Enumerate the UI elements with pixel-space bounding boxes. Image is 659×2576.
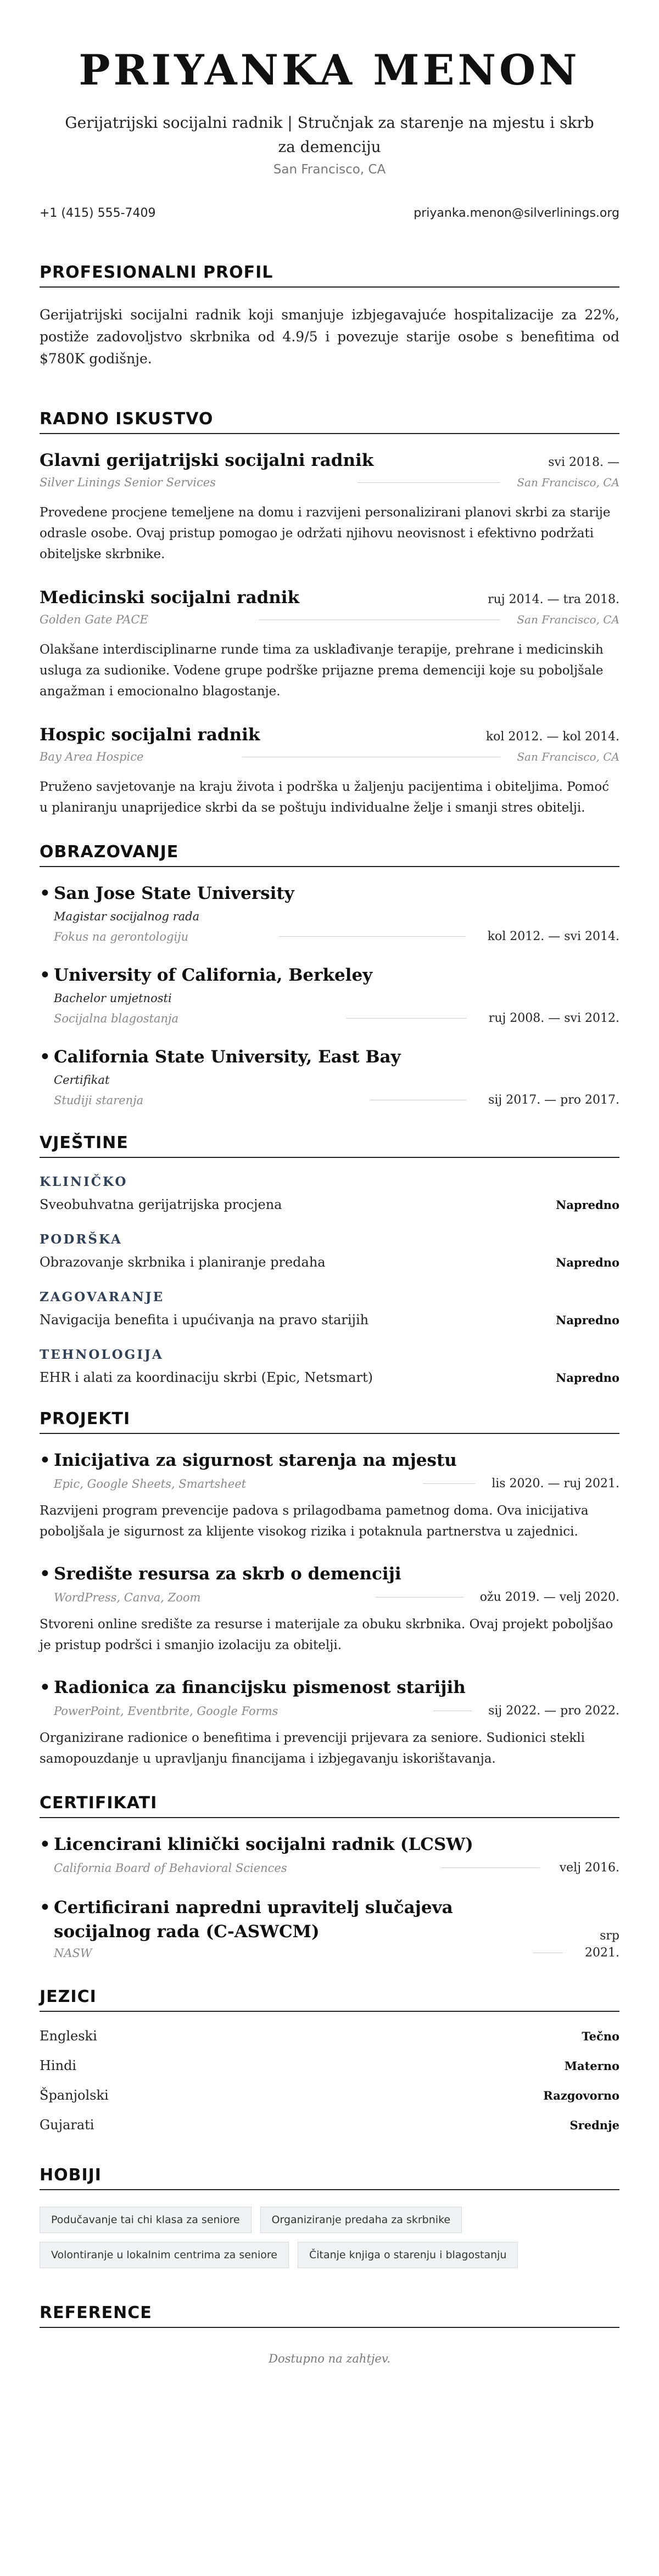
- skill-category: TEHNOLOGIJA: [40, 1347, 164, 1362]
- language-level: Srednje: [569, 2118, 619, 2132]
- school-name: California State University, East Bay: [54, 1047, 401, 1067]
- bullet-icon: •: [40, 1898, 51, 1917]
- project-entry: [40, 1564, 619, 1656]
- references-section: [40, 2303, 619, 2365]
- project-dates: sij 2022. — pro 2022.: [488, 1704, 619, 1718]
- skill-level: Napredno: [556, 1313, 619, 1327]
- section-title: RADNO ISKUSTVO: [40, 409, 619, 434]
- hobby-chip: Čitanje knjiga o starenju i blagostanju: [298, 2242, 518, 2268]
- project-name: Radionica za financijsku pismenost starijih: [54, 1678, 466, 1697]
- candidate-subtitle: Gerijatrijski socijalni radnik | Stručnjak za starenje na mjestu i skrb za demenciju: [65, 114, 594, 156]
- job-location: San Francisco, CA: [517, 750, 619, 763]
- school-name: University of California, Berkeley: [54, 965, 373, 985]
- degree: Magistar socijalnog rada: [54, 910, 200, 923]
- hobby-chip: Organiziranje predaha za skrbnike: [260, 2207, 462, 2233]
- bullet-icon: •: [40, 965, 51, 985]
- job-description: Pruženo savjetovanje na kraju života i podrška u žaljenju pacijentima i obiteljima. Pomoć u planiranju unaprijedice skrbi da se poštuju individualne želje i smanji stres obitelji.: [40, 780, 610, 815]
- hobbies-section: [40, 2166, 619, 2268]
- education-entry: [40, 965, 619, 1025]
- profile-section: [40, 263, 619, 370]
- projects-section: [40, 1409, 619, 1769]
- job-description: Provedene procjene temeljene na domu i razvijeni personalizirani planovi skrbi za starije odrasle osobe. Ovaj pristup pomogao je održati njihovu neovisnost i efektivno podržati obiteljske skrbnike.: [40, 505, 611, 561]
- project-description: Stvoreni online središte za resurse i materijale za obuku skrbnika. Ovaj projekt poboljšao je pristup podršci i smanjio izolaciju za obitelji.: [40, 1617, 613, 1652]
- job-entry: [40, 588, 619, 702]
- job-dates: svi 2018. —: [548, 455, 619, 469]
- leader-line: [423, 1483, 475, 1484]
- skill-level: Napredno: [556, 1256, 619, 1269]
- certificate-issuer: NASW: [54, 1946, 92, 1960]
- skill-name: Sveobuhvatna gerijatrijska procjena: [40, 1197, 282, 1212]
- language-name: Gujarati: [40, 2117, 94, 2133]
- hobby-list: [40, 2207, 578, 2268]
- job-dates: kol 2012. — kol 2014.: [485, 730, 619, 744]
- skill-level: Napredno: [556, 1198, 619, 1212]
- skill-group: [40, 1174, 619, 1212]
- job-organization: Bay Area Hospice: [40, 750, 144, 763]
- language-row: [40, 2117, 619, 2133]
- skill-level: Napredno: [556, 1371, 619, 1385]
- skill-name: EHR i alati za koordinaciju skrbi (Epic, Netsmart): [40, 1370, 373, 1385]
- job-dates: ruj 2014. — tra 2018.: [488, 593, 619, 606]
- resume-header: [40, 46, 619, 220]
- education-dates: ruj 2008. — svi 2012.: [488, 1011, 619, 1025]
- contact-row: [40, 206, 619, 220]
- email-address[interactable]: priyanka.menon@silverlinings.org: [414, 206, 619, 220]
- section-title: HOBIJI: [40, 2166, 619, 2190]
- job-organization: Golden Gate PACE: [40, 613, 148, 626]
- bullet-icon: •: [40, 1835, 51, 1854]
- project-dates: ožu 2019. — velj 2020.: [479, 1590, 619, 1604]
- focus-area: Studiji starenja: [54, 1093, 144, 1107]
- leader-line: [279, 936, 466, 937]
- language-row: [40, 2088, 619, 2103]
- section-title: PROJEKTI: [40, 1409, 619, 1434]
- candidate-name: PRIYANKA MENON: [79, 46, 580, 94]
- skills-section: [40, 1133, 619, 1385]
- references-text: Dostupno na zahtjev.: [269, 2352, 390, 2365]
- education-section: [40, 842, 619, 1107]
- job-role: Glavni gerijatrijski socijalni radnik: [40, 451, 374, 470]
- education-dates: kol 2012. — svi 2014.: [487, 930, 619, 943]
- job-location: San Francisco, CA: [517, 613, 619, 626]
- certificate-issuer: California Board of Behavioral Sciences: [54, 1861, 287, 1875]
- section-title: JEZICI: [40, 1987, 619, 2012]
- candidate-location: San Francisco, CA: [273, 162, 386, 177]
- bullet-icon: •: [40, 1450, 51, 1470]
- certificate-entry: [40, 1835, 619, 1875]
- section-title: CERTIFIKATI: [40, 1793, 619, 1818]
- bullet-icon: •: [40, 1564, 51, 1584]
- bullet-icon: •: [40, 884, 51, 903]
- degree: Certifikat: [54, 1073, 110, 1087]
- certificate-entry: [40, 1896, 619, 1960]
- job-entry: [40, 451, 619, 565]
- languages-section: [40, 1987, 619, 2133]
- language-name: Engleski: [40, 2028, 97, 2044]
- job-role: Hospic socijalni radnik: [40, 725, 260, 745]
- skill-category: PODRŠKA: [40, 1232, 122, 1247]
- experience-section: [40, 409, 619, 818]
- education-entry: [40, 884, 619, 943]
- skill-name: Obrazovanje skrbnika i planiranje predaha: [40, 1255, 326, 1270]
- project-description: Organizirane radionice o benefitima i prevenciji prijevara za seniore. Sudionici stekli samopouzdanje u upravljanju financijama i izbjegavanju iskorištavanja.: [40, 1731, 585, 1766]
- degree: Bachelor umjetnosti: [54, 992, 172, 1005]
- education-dates: sij 2017. — pro 2017.: [488, 1093, 619, 1107]
- skill-category: KLINIČKO: [40, 1174, 128, 1189]
- job-entry: [40, 725, 619, 818]
- certificates-section: [40, 1793, 619, 1960]
- certificate-date: velj 2016.: [559, 1861, 619, 1875]
- school-name: San Jose State University: [54, 884, 294, 903]
- project-entry: [40, 1450, 619, 1542]
- section-title: VJEŠTINE: [40, 1133, 619, 1158]
- project-dates: lis 2020. — ruj 2021.: [492, 1477, 619, 1491]
- language-level: Tečno: [582, 2029, 619, 2043]
- leader-line: [376, 1597, 463, 1598]
- section-title: PROFESIONALNI PROFIL: [40, 263, 619, 288]
- certificate-name: Licencirani klinički socijalni radnik (LCSW): [54, 1835, 473, 1854]
- project-tools: Epic, Google Sheets, Smartsheet: [54, 1477, 247, 1491]
- focus-area: Fokus na gerontologiju: [54, 930, 189, 943]
- skill-name: Navigacija benefita i upućivanja na pravo starijih: [40, 1312, 369, 1328]
- phone-number[interactable]: +1 (415) 555-7409: [40, 206, 156, 220]
- project-entry: [40, 1678, 619, 1769]
- certificate-date-year: 2021.: [585, 1946, 619, 1960]
- job-role: Medicinski socijalni radnik: [40, 588, 300, 608]
- hobby-chip: Volontiranje u lokalnim centrima za seniore: [40, 2242, 289, 2268]
- certificate-name: Certificirani napredni upravitelj slučajeva socijalnog rada (C-ASWCM): [54, 1898, 453, 1942]
- language-level: Razgovorno: [543, 2089, 619, 2102]
- job-organization: Silver Linings Senior Services: [40, 476, 216, 489]
- language-row: [40, 2058, 619, 2073]
- language-level: Materno: [564, 2059, 619, 2073]
- language-name: Hindi: [40, 2058, 77, 2073]
- skill-group: [40, 1232, 619, 1270]
- leader-line: [346, 1018, 467, 1019]
- language-name: Španjolski: [40, 2088, 109, 2103]
- bullet-icon: •: [40, 1678, 51, 1697]
- skill-group: [40, 1290, 619, 1328]
- project-name: Inicijativa za sigurnost starenja na mjestu: [54, 1450, 457, 1470]
- project-name: Središte resursa za skrb o demenciji: [54, 1564, 401, 1584]
- leader-line: [358, 482, 500, 483]
- education-entry: [40, 1047, 619, 1107]
- project-tools: PowerPoint, Eventbrite, Google Forms: [54, 1704, 278, 1718]
- job-location: San Francisco, CA: [517, 476, 619, 489]
- skill-group: [40, 1347, 619, 1385]
- job-description: Olakšane interdisciplinarne runde tima za usklađivanje terapije, prehrane i medicinskih usluga za sudionike. Vodene grupe podrške prijazne prema demenciji koje su poboljšale angažman i emocionalno blagostanje.: [40, 643, 604, 699]
- language-row: [40, 2028, 619, 2044]
- project-description: Razvijeni program prevencije padova s prilagodbama pametnog doma. Ova inicijativa poboljšala je sigurnost za klijente visokog rizika i potaknula partnerstva u zajednici.: [40, 1504, 589, 1539]
- section-title: REFERENCE: [40, 2303, 619, 2328]
- certificate-date-month: srp: [600, 1929, 619, 1943]
- section-title: OBRAZOVANJE: [40, 842, 619, 867]
- project-tools: WordPress, Canva, Zoom: [54, 1590, 201, 1604]
- focus-area: Socijalna blagostanja: [54, 1011, 179, 1025]
- profile-text: Gerijatrijski socijalni radnik koji smanjuje izbjegavajuće hospitalizacije za 22%, postiže zadovoljstvo skrbnika od 4.9/5 i povezuje starije osobe s benefitima od $780K godišnje.: [40, 307, 619, 367]
- hobby-chip: Podučavanje tai chi klasa za seniore: [40, 2207, 252, 2233]
- skill-category: ZAGOVARANJE: [40, 1290, 165, 1304]
- bullet-icon: •: [40, 1047, 51, 1067]
